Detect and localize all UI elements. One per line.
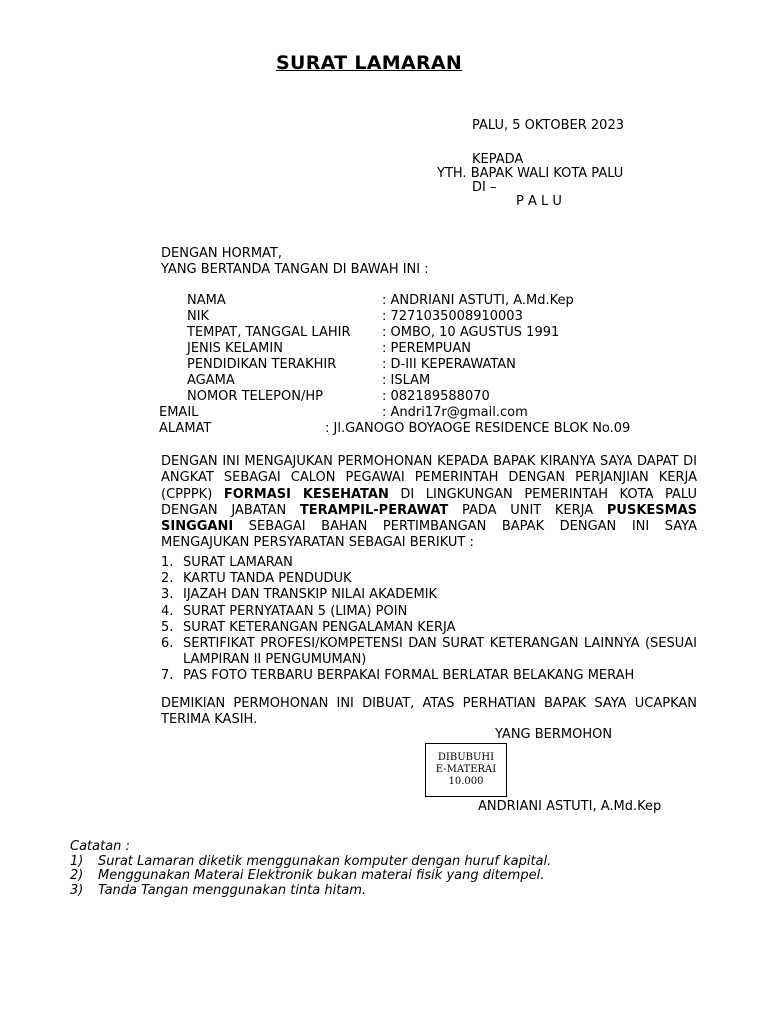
- field-label: NAMA: [187, 293, 226, 308]
- recipient-city: P A L U: [516, 194, 562, 209]
- field-label: EMAIL: [159, 405, 199, 420]
- stamp-line: E-MATERAI: [435, 764, 497, 775]
- list-item: [161, 636, 697, 668]
- list-text: IJAZAH DAN TRANSKIP NILAI AKADEMIK: [183, 587, 438, 603]
- list-text: SURAT LAMARAN: [183, 555, 293, 570]
- list-text: SERTIFIKAT PROFESI/KOMPETENSI DAN SURAT KETERANGAN LAINNYA (SESUAI LAMPIRAN II PENGUMUMAN): [183, 636, 697, 668]
- list-item: [161, 604, 697, 620]
- letter-title: SURAT LAMARAN: [276, 52, 463, 74]
- position-emphasis: TERAMPIL-PERAWAT: [299, 502, 449, 518]
- field-label: AGAMA: [187, 373, 235, 388]
- note-text: Tanda Tangan menggunakan tinta hitam.: [98, 882, 367, 898]
- list-item: [161, 571, 697, 587]
- field-label: TEMPAT, TANGGAL LAHIR: [187, 325, 351, 340]
- list-text: KARTU TANDA PENDUDUK: [183, 571, 352, 587]
- paragraph-text: PADA UNIT KERJA: [448, 502, 607, 518]
- signer-name: ANDRIANI ASTUTI, A.Md.Kep: [478, 799, 662, 814]
- field-value: : PEREMPUAN: [382, 341, 472, 356]
- greeting: DENGAN HORMAT,: [161, 246, 282, 261]
- field-value: : ANDRIANI ASTUTI, A.Md.Kep: [382, 293, 574, 308]
- field-value: : Andri17r@gmail.com: [382, 405, 528, 420]
- note-number: 3): [70, 882, 84, 898]
- notes-heading: Catatan :: [70, 839, 130, 854]
- paragraph-text: DENGAN INI MENGAJUKAN PERMOHONAN KEPADA BAPAK KIRANYA SAYA DAPAT DI ANGKAT SEBAGAI CALON PEGAWAI PEMERINTAH DENGAN PERJANJIAN KERJA (CPPPK): [161, 454, 697, 502]
- list-item: [161, 587, 697, 603]
- field-value: : 082189588070: [382, 389, 490, 404]
- field-value: : 7271035008910003: [382, 309, 523, 324]
- requirements-list: [161, 555, 697, 685]
- formation-emphasis: FORMASI KESEHATAN: [223, 486, 389, 502]
- closing-paragraph: DEMIKIAN PERMOHONAN INI DIBUAT, ATAS PERHATIAN BAPAK SAYA UCAPKAN TERIMA KASIH.: [161, 696, 697, 728]
- note-text: Menggunakan Materai Elektronik bukan materai fisik yang ditempel.: [98, 868, 545, 883]
- note-item: [70, 869, 551, 884]
- field-label: JENIS KELAMIN: [187, 341, 283, 356]
- list-number: 6.: [161, 636, 174, 652]
- field-value: : D-III KEPERAWATAN: [382, 357, 516, 372]
- list-text: PAS FOTO TERBARU BERPAKAI FORMAL BERLATAR BELAKANG MERAH: [183, 668, 635, 684]
- list-number: 7.: [161, 668, 174, 684]
- field-label: NOMOR TELEPON/HP: [187, 389, 323, 404]
- note-number: 2): [70, 868, 84, 883]
- place-date: PALU, 5 OKTOBER 2023: [472, 118, 624, 133]
- field-label: ALAMAT: [159, 421, 212, 436]
- paragraph-text: SEBAGAI BAHAN PERTIMBANGAN BAPAK DENGAN INI SAYA MENGAJUKAN PERSYARATAN SEBAGAI BERIKUT :: [161, 519, 697, 551]
- application-paragraph: [161, 454, 697, 552]
- list-number: 2.: [161, 571, 174, 587]
- note-text: Surat Lamaran diketik menggunakan komputer dengan huruf kapital.: [98, 853, 552, 869]
- list-number: 5.: [161, 619, 174, 635]
- unit-emphasis: PUSKESMAS SINGGANI: [161, 502, 697, 535]
- recipient-at: DI –: [472, 180, 497, 195]
- list-number: 3.: [161, 587, 174, 603]
- list-item: [161, 668, 697, 684]
- list-text: SURAT PERNYATAAN 5 (LIMA) POIN: [183, 603, 408, 619]
- signoff: YANG BERMOHON: [495, 727, 613, 742]
- field-value: : Jl.GANOGO BOYAOGE RESIDENCE BLOK No.09: [325, 421, 631, 436]
- list-number: 4.: [161, 603, 174, 619]
- field-value: : OMBO, 10 AGUSTUS 1991: [382, 325, 560, 340]
- note-item: [70, 884, 551, 899]
- e-materai-stamp-box: [425, 743, 507, 797]
- stamp-line: 10.000: [448, 776, 484, 787]
- field-label: PENDIDIKAN TERAKHIR: [187, 357, 337, 372]
- field-value: : ISLAM: [382, 373, 431, 388]
- intro-line: YANG BERTANDA TANGAN DI BAWAH INI :: [161, 262, 429, 277]
- list-number: 1.: [161, 555, 174, 570]
- paragraph-text: DI LINGKUNGAN PEMERINTAH KOTA PALU DENGAN JABATAN: [161, 486, 697, 518]
- notes-section: [70, 840, 551, 898]
- list-item: [161, 620, 697, 636]
- to-label: KEPADA: [472, 152, 524, 167]
- field-label: NIK: [187, 309, 210, 324]
- note-item: [70, 855, 551, 870]
- stamp-line: DIBUBUHI: [437, 752, 495, 763]
- note-number: 1): [70, 853, 84, 869]
- list-text: SURAT KETERANGAN PENGALAMAN KERJA: [183, 619, 456, 635]
- list-item: [161, 555, 697, 571]
- recipient: YTH. BAPAK WALI KOTA PALU: [437, 166, 624, 181]
